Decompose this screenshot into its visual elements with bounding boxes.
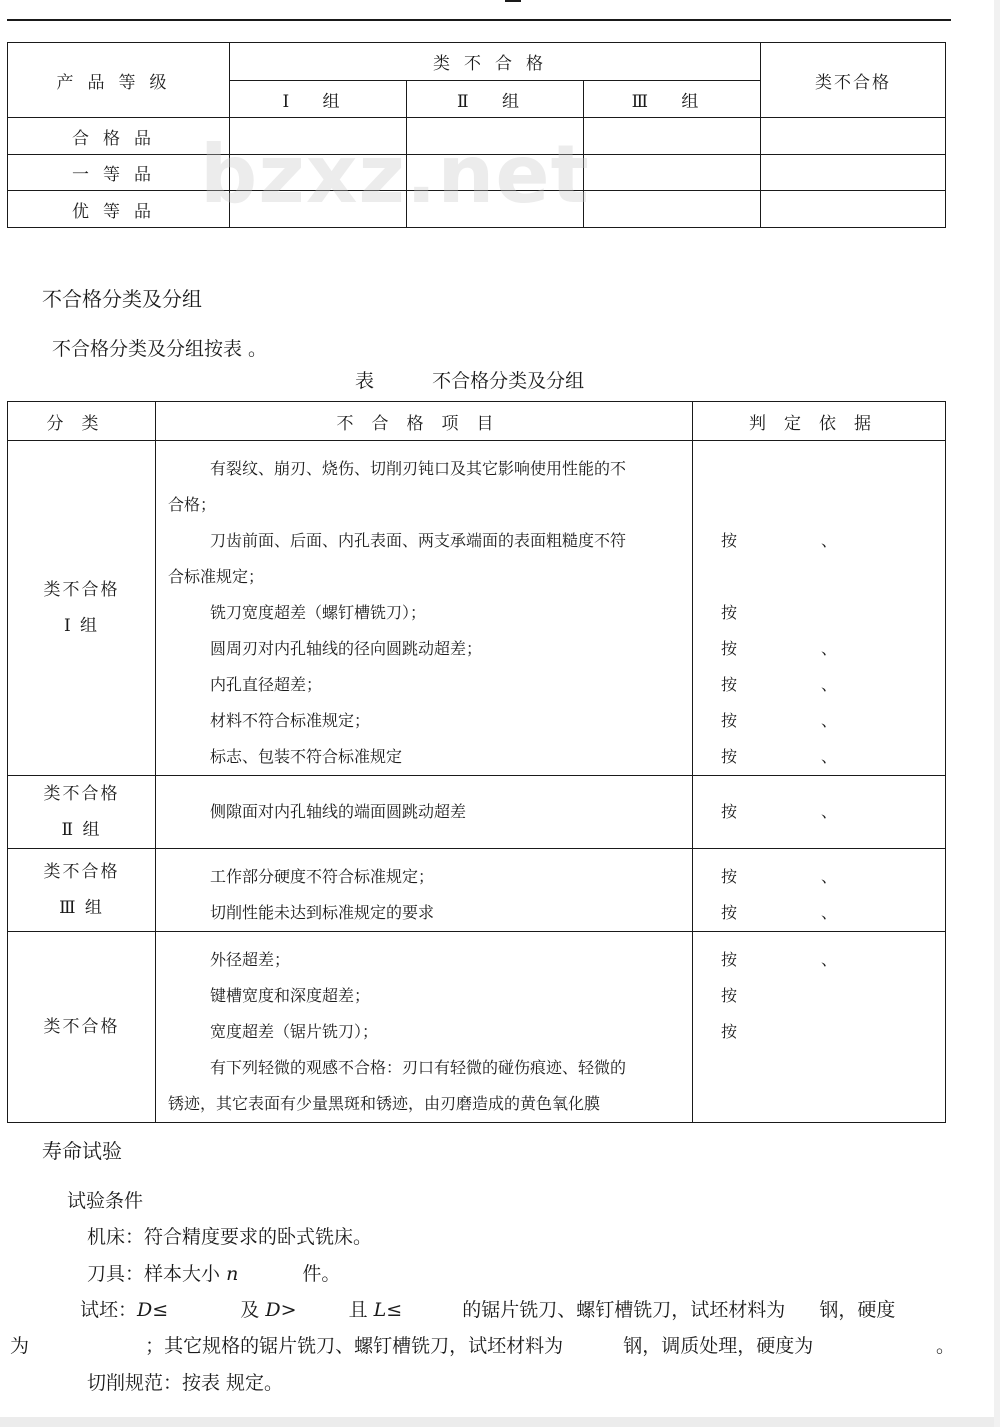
section-heading-life-test: 寿命试验	[42, 1139, 122, 1163]
grade-cell	[230, 155, 407, 191]
grade-cell	[407, 155, 584, 191]
basis-cell	[693, 932, 946, 1123]
cutting-line: 切削规范：按表 规定。	[87, 1372, 284, 1394]
nonconf-header: 类不合格	[230, 43, 761, 81]
grade-cell	[230, 118, 407, 155]
category-group: Ⅱ 组	[61, 820, 102, 840]
col-header-category: 分类	[8, 402, 156, 441]
grade-cell	[584, 191, 761, 228]
blank-line	[80, 1295, 960, 1322]
basis-separator: 、	[821, 950, 838, 969]
basis-text: 按	[721, 950, 738, 969]
blank-text-end: 钢，硬度	[819, 1299, 896, 1321]
group1-header: Ⅰ 组	[230, 81, 407, 118]
basis-item	[693, 895, 945, 931]
section-heading-nonconf: 不合格分类及分组	[42, 287, 202, 311]
basis-separator: 、	[821, 639, 838, 658]
category-label: 类不合格	[43, 862, 120, 882]
items-cell	[156, 932, 693, 1123]
category-group: Ⅰ 组	[63, 616, 100, 636]
category-label: 类不合格	[43, 784, 120, 804]
nonconf-item: 材料不符合标准规定；	[210, 711, 371, 730]
basis-text: 按	[721, 802, 738, 821]
blank-text: 的锯片铣刀、螺钉槽铣刀，试坯材料为	[462, 1299, 786, 1321]
blank2-text: 为	[10, 1335, 30, 1357]
sym-le: ≤	[152, 1299, 169, 1321]
basis-cell	[693, 441, 946, 776]
nonconf-item: 合标准规定；	[168, 567, 265, 586]
grade-cell	[407, 191, 584, 228]
category-cell	[8, 776, 156, 849]
nonconf-table	[7, 401, 946, 1123]
subheading-test-conditions: 试验条件	[67, 1190, 144, 1212]
group3-header: Ⅲ 组	[584, 81, 761, 118]
nonconf-item: 有裂纹、崩刃、烧伤、切削刃钝口及其它影响使用性能的不	[210, 459, 627, 478]
basis-text: 按	[721, 711, 738, 730]
basis-item	[693, 1086, 945, 1122]
nonconf-row	[8, 441, 946, 776]
items-cell	[156, 441, 693, 776]
nonconf-item: 内孔直径超差；	[210, 675, 323, 694]
blank2-text-mid: ；其它规格的锯片铣刀、螺钉槽铣刀，试坯材料为	[145, 1335, 564, 1357]
basis-separator: 、	[821, 711, 838, 730]
basis-separator: 、	[821, 903, 838, 922]
basis-item	[693, 451, 945, 487]
sym-gt: >	[280, 1299, 297, 1321]
blank-line-2	[10, 1331, 813, 1358]
basis-text: 按	[721, 603, 738, 622]
page-bottom-edge	[0, 1417, 1000, 1427]
basis-item	[693, 859, 945, 895]
category-group: Ⅲ 组	[59, 898, 104, 918]
category-label: 类不合格	[43, 580, 120, 600]
basis-item	[693, 631, 945, 667]
tool-text: 刀具：样本大小	[87, 1263, 221, 1285]
header-rule	[7, 19, 951, 21]
grade-row-label: 合格品	[8, 118, 230, 155]
grade-table	[7, 42, 946, 228]
basis-item	[693, 523, 945, 559]
tool-n: n	[226, 1263, 239, 1285]
page-right-edge	[994, 0, 1000, 1427]
basis-text: 按	[721, 1022, 738, 1041]
basis-item	[693, 739, 945, 775]
blank-label: 试坯：	[80, 1299, 138, 1321]
nonconf-item: 侧隙面对内孔轴线的端面圆跳动超差	[210, 802, 467, 821]
basis-text: 按	[721, 639, 738, 658]
basis-item	[693, 794, 945, 830]
table-caption-prefix: 表	[355, 370, 375, 392]
nonconf-item: 键槽宽度和深度超差；	[210, 986, 371, 1005]
nonconf-row	[8, 849, 946, 932]
category-label: 类不合格	[43, 1017, 120, 1037]
basis-separator: 、	[821, 867, 838, 886]
basis-text: 按	[721, 867, 738, 886]
blank2-text-hard: 钢，调质处理，硬度为	[623, 1335, 814, 1357]
grade-row-label: 优等品	[8, 191, 230, 228]
var-D: D	[265, 1299, 281, 1321]
blank-and: 及	[240, 1299, 260, 1321]
nonconf-table-body	[8, 441, 946, 1123]
basis-cell	[693, 776, 946, 849]
blank-qie: 且	[348, 1299, 368, 1321]
nonconf-row	[8, 932, 946, 1123]
grade-cell	[407, 118, 584, 155]
var-L: L	[373, 1299, 387, 1321]
nonconf-item: 切削性能未达到标准规定的要求	[210, 903, 435, 922]
basis-separator: 、	[821, 747, 838, 766]
basis-item	[693, 703, 945, 739]
basis-text: 按	[721, 986, 738, 1005]
nonconf-item: 刀齿前面、后面、内孔表面、两支承端面的表面粗糙度不符	[210, 531, 627, 550]
basis-text: 按	[721, 747, 738, 766]
header-mark	[505, 0, 521, 2]
grade-row-label: 一等品	[8, 155, 230, 191]
machine-line: 机床：符合精度要求的卧式铣床。	[87, 1226, 373, 1248]
nonconf-row	[8, 776, 946, 849]
basis-separator: 、	[821, 531, 838, 550]
grade-cell	[584, 118, 761, 155]
grade-cell	[230, 191, 407, 228]
group2-header: Ⅱ 组	[407, 81, 584, 118]
var-D: D	[137, 1299, 153, 1321]
sym-le: ≤	[386, 1299, 403, 1321]
table-caption-title: 不合格分类及分组	[432, 370, 585, 392]
tool-line	[87, 1259, 340, 1286]
basis-text: 按	[721, 531, 738, 550]
watermark: bzxz.net	[200, 128, 590, 221]
nonconf-item: 工作部分硬度不符合标准规定；	[210, 867, 435, 886]
nonconf-item: 有下列轻微的观感不合格：刃口有轻微的碰伤痕迹、轻微的	[210, 1058, 627, 1077]
basis-separator: 、	[821, 675, 838, 694]
basis-item	[693, 1050, 945, 1086]
category-cell	[8, 441, 156, 776]
basis-text: 按	[721, 903, 738, 922]
items-cell	[156, 776, 693, 849]
blank-line-2-end: 。	[936, 1335, 956, 1357]
category-cell	[8, 849, 156, 932]
nonconf-item: 外径超差；	[210, 950, 291, 969]
section-line-nonconf: 不合格分类及分组按表 。	[52, 338, 268, 360]
category-cell	[8, 932, 156, 1123]
grade-cell	[761, 191, 946, 228]
basis-item	[693, 559, 945, 595]
table-caption	[355, 366, 584, 393]
basis-item	[693, 942, 945, 978]
grade-cell	[584, 155, 761, 191]
nonconf-item: 宽度超差（锯片铣刀）；	[210, 1022, 379, 1041]
tool-text-end: 件。	[302, 1263, 341, 1285]
nonconf-item: 圆周刃对内孔轴线的径向圆跳动超差；	[210, 639, 483, 658]
col-header-basis: 判定依据	[693, 402, 946, 441]
basis-text: 按	[721, 675, 738, 694]
basis-item	[693, 487, 945, 523]
nonconf-item: 锈迹，其它表面有少量黑斑和锈迹，由刃磨造成的黄色氧化膜	[168, 1094, 601, 1113]
basis-item	[693, 595, 945, 631]
grade-cell	[761, 155, 946, 191]
grade-cell	[761, 118, 946, 155]
basis-separator: 、	[821, 802, 838, 821]
basis-item	[693, 978, 945, 1014]
grade-header: 产品等级	[8, 43, 230, 118]
last-header: 类不合格	[761, 43, 946, 118]
items-cell	[156, 849, 693, 932]
basis-cell	[693, 849, 946, 932]
nonconf-item: 铣刀宽度超差（螺钉槽铣刀）；	[210, 603, 427, 622]
col-header-items: 不合格项目	[156, 402, 693, 441]
basis-item	[693, 667, 945, 703]
basis-item	[693, 1014, 945, 1050]
nonconf-item: 合格；	[168, 495, 217, 514]
nonconf-item: 标志、包装不符合标准规定	[210, 747, 403, 766]
